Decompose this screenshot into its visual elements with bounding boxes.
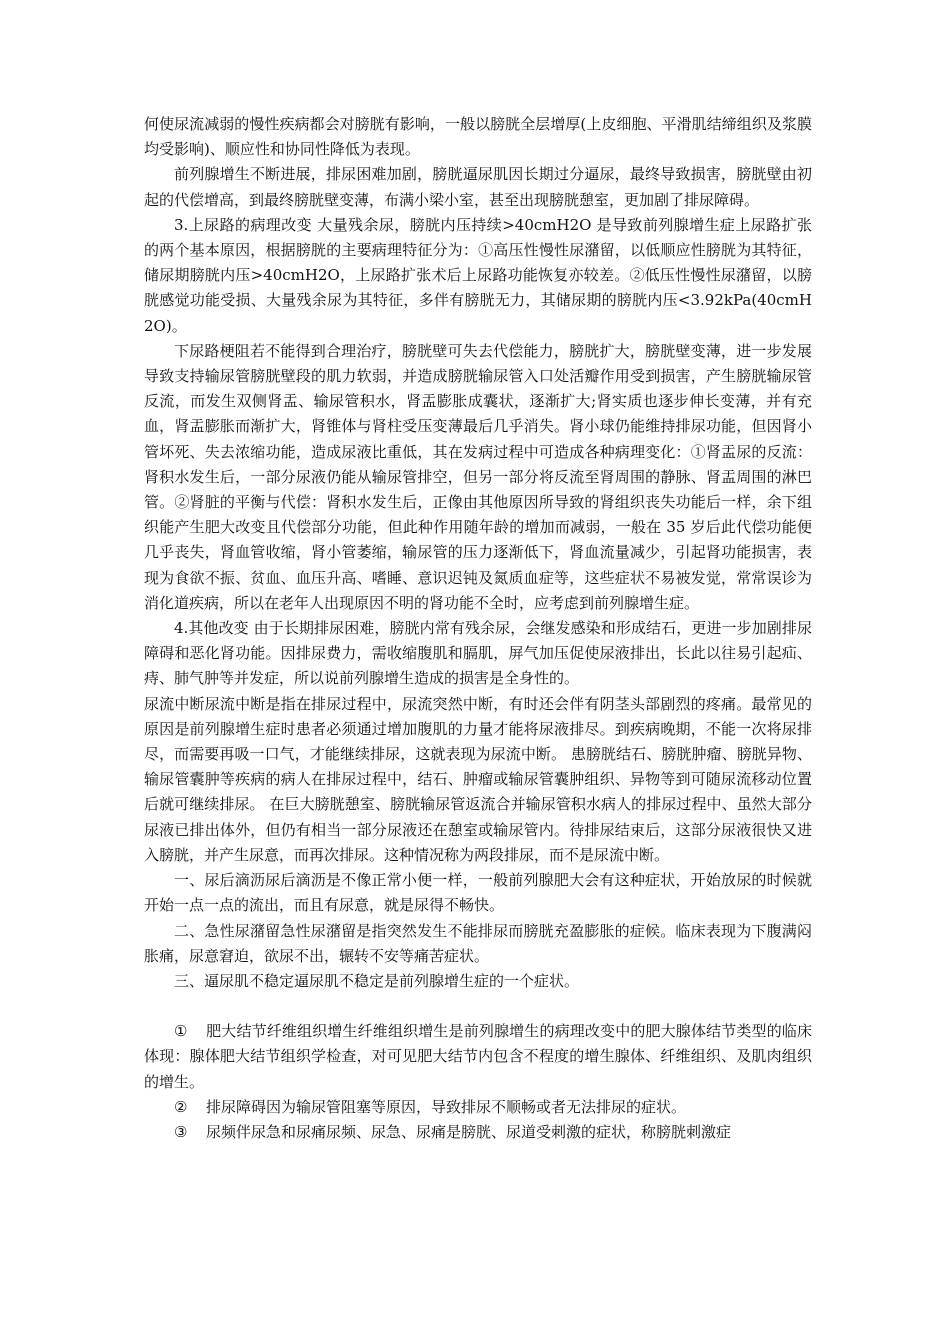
list-item	[144, 1019, 812, 1095]
paragraph-detrusor-instability: 三、逼尿肌不稳定逼尿肌不稳定是前列腺增生症的一个症状。	[174, 971, 580, 990]
document-body	[144, 112, 812, 1145]
list-item	[144, 1120, 812, 1145]
blank-line	[144, 994, 812, 1019]
list-number: ①	[174, 1022, 188, 1041]
paragraph-bladder-chronic: 何使尿流减弱的慢性疾病都会对膀胱有影响，一般以膀胱全层增厚(上皮细胞、平滑肌结缔组织及浆膜均受影响)、顺应性和协同性降低为表现。	[144, 115, 812, 159]
list-number: ③	[174, 1122, 188, 1141]
list-text: 排尿障碍因为输尿管阻塞等原因，导致排尿不顺畅或者无法排尿的症状。	[206, 1097, 687, 1116]
list-number: ②	[174, 1097, 188, 1116]
paragraph-upper-urinary-tract: 3.上尿路的病理改变 大量残余尿，膀胱内压持续>40cmH2O 是导致前列腺增生症上尿路扩张的两个基本原因，根据膀胱的主要病理特征分为：①高压性慢性尿潴留，以低顺应性膀胱为其特征，储尿期膀胱内压>40cmH2O，上尿路扩张术后上尿路功能恢复亦较差。②低压性慢性尿潴留，以膀胱感觉功能受损、大量残余尿为其特征，多伴有膀胱无力，其储尿期的膀胱内压<3.92kPa(40cmH2O)。	[144, 215, 812, 335]
paragraph-lower-urinary-obstruction: 下尿路梗阻若不能得到合理治疗，膀胱壁可失去代偿能力，膀胱扩大，膀胱壁变薄，进一步发展导致支持输尿管膀胱壁段的肌力软弱，并造成膀胱输尿管入口处活瓣作用受到损害，产生膀胱输尿管反流，而发生双侧肾盂、输尿管积水，肾盂膨胀成囊状，逐渐扩大;肾实质也逐步伸长变薄，并有充血，肾盂膨胀而渐扩大，肾锥体与肾柱受压变薄最后几乎消失。肾小球仍能维持排尿功能，但因肾小管坏死、失去浓缩功能，造成尿液比重低，其在发病过程中可造成各种病理变化：①肾盂尿的反流：肾积水发生后，一部分尿液仍能从输尿管排空，但另一部分将反流至肾周围的静脉、肾盂周围的淋巴管。②肾脏的平衡与代偿：肾积水发生后，正像由其他原因所导致的肾组织丧失功能后一样，余下组织能产生肥大改变且代偿部分功能，但此种作用随年龄的增加而减弱，一般在 35 岁后此代偿功能便几乎丧失，肾血管收缩，肾小管萎缩，输尿管的压力逐渐低下，肾血流量减少，引起肾功能损害，表现为食欲不振、贫血、血压升高、嗜睡、意识迟钝及氮质血症等，这些症状不易被发觉，常常误诊为消化道疾病，所以在老年人出现原因不明的肾功能不全时，应考虑到前列腺增生症。	[144, 341, 812, 612]
paragraph-prostate-progression: 前列腺增生不断进展，排尿困难加剧，膀胱逼尿肌因长期过分逼尿，最终导致损害，膀胱壁由初起的代偿增高，到最终膀胱壁变薄，布满小梁小室，甚至出现膀胱憩室，更加剧了排尿障碍。	[144, 165, 812, 209]
paragraph-post-void-dribbling: 一、尿后滴沥尿后滴沥是不像正常小便一样，一般前列腺肥大会有这种症状，开始放尿的时候就开始一点一点的流出，而且有尿意，就是尿得不畅快。	[144, 871, 812, 915]
list-item	[144, 1095, 812, 1120]
paragraph-acute-retention: 二、急性尿潴留急性尿潴留是指突然发生不能排尿而膀胱充盈膨胀的症候。临床表现为下腹满闷胀痛，尿意窘迫，欲尿不出，辗转不安等痛苦症状。	[144, 921, 812, 965]
paragraph-other-changes: 4.其他改变 由于长期排尿困难，膀胱内常有残余尿，会继发感染和形成结石，更进一步加剧排尿障碍和恶化肾功能。因排尿费力，需收缩腹肌和膈肌，屏气加压促使尿液排出，长此以往易引起疝、痔、肺气肿等并发症，所以说前列腺增生造成的损害是全身性的。	[144, 619, 812, 688]
paragraph-urine-flow-interruption: 尿流中断尿流中断是指在排尿过程中，尿流突然中断，有时还会伴有阴茎头部剧烈的疼痛。最常见的原因是前列腺增生症时患者必须通过增加腹肌的力量才能将尿液排尽。到疾病晚期，不能一次将尿排尽，而需要再吸一口气，才能继续排尿，这就表现为尿流中断。 患膀胱结石、膀胱肿瘤、膀胱异物、输尿管囊肿等疾病的病人在排尿过程中，结石、肿瘤或输尿管囊肿组织、异物等到可随尿流移动位置后就可继续排尿。 在巨大膀胱憩室、膀胱输尿管返流合并输尿管积水病人的排尿过程中、虽然大部分尿液已排出体外，但仍有相当一部分尿液还在憩室或输尿管内。待排尿结束后，这部分尿液很快又进入膀胱，并产生尿意，而再次排尿。这种情况称为两段排尿，而不是尿流中断。	[144, 694, 812, 864]
list-text: 肥大结节纤维组织增生纤维组织增生是前列腺增生的病理改变中的肥大腺体结节类型的临床体现：腺体肥大结节组织学检查，对可见肥大结节内包含不程度的增生腺体、纤维组织、及肌肉组织的增生。	[144, 1022, 812, 1091]
list-text: 尿频伴尿急和尿痛尿频、尿急、尿痛是膀胱、尿道受刺激的症状，称膀胱刺激症	[206, 1122, 732, 1141]
